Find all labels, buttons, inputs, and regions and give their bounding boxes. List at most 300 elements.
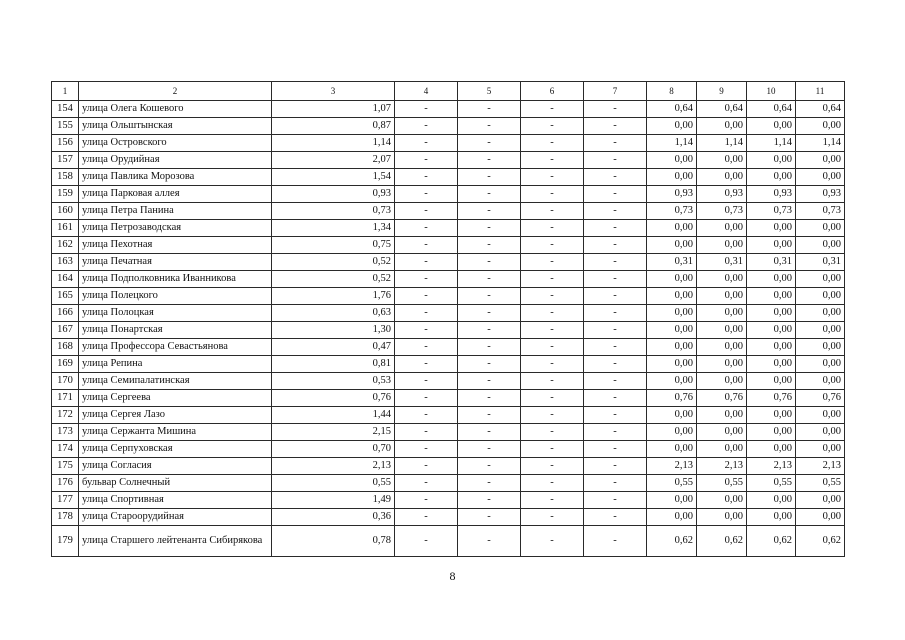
value-cell-col-8: 0,00 [647, 407, 697, 424]
value-cell-col-6: - [521, 509, 584, 526]
value-cell-col-7: - [584, 186, 647, 203]
row-number-cell: 170 [52, 373, 79, 390]
value-cell-col-4: - [395, 407, 458, 424]
header-cell-2: 2 [79, 82, 272, 101]
value-cell-col-4: - [395, 203, 458, 220]
value-cell-col-8: 0,62 [647, 526, 697, 557]
table-row [52, 152, 845, 169]
value-cell-col-3: 2,07 [272, 152, 395, 169]
value-cell-col-7: - [584, 271, 647, 288]
value-cell-col-7: - [584, 339, 647, 356]
table-row [52, 526, 845, 557]
value-cell-col-7: - [584, 526, 647, 557]
street-name-cell: улица Сержанта Мишина [79, 424, 272, 441]
value-cell-col-6: - [521, 288, 584, 305]
row-number-cell: 172 [52, 407, 79, 424]
street-name-cell: улица Староорудийная [79, 509, 272, 526]
value-cell-col-8: 0,00 [647, 152, 697, 169]
value-cell-col-10: 2,13 [747, 458, 796, 475]
street-name-cell: улица Печатная [79, 254, 272, 271]
value-cell-col-3: 1,14 [272, 135, 395, 152]
header-cell-10: 10 [747, 82, 796, 101]
value-cell-col-5: - [458, 441, 521, 458]
table-row [52, 271, 845, 288]
value-cell-col-4: - [395, 492, 458, 509]
value-cell-col-10: 0,00 [747, 237, 796, 254]
value-cell-col-7: - [584, 475, 647, 492]
value-cell-col-9: 0,76 [697, 390, 747, 407]
value-cell-col-9: 0,00 [697, 322, 747, 339]
value-cell-col-10: 0,00 [747, 322, 796, 339]
row-number-cell: 174 [52, 441, 79, 458]
value-cell-col-9: 0,00 [697, 509, 747, 526]
row-number-cell: 169 [52, 356, 79, 373]
value-cell-col-10: 0,00 [747, 271, 796, 288]
value-cell-col-11: 0,00 [796, 407, 845, 424]
value-cell-col-9: 0,73 [697, 203, 747, 220]
table-row [52, 237, 845, 254]
street-name-cell: улица Полоцкая [79, 305, 272, 322]
value-cell-col-8: 0,00 [647, 220, 697, 237]
value-cell-col-8: 0,64 [647, 101, 697, 118]
street-name-cell: улица Согласия [79, 458, 272, 475]
table-row [52, 458, 845, 475]
value-cell-col-5: - [458, 118, 521, 135]
street-name-cell: улица Полецкого [79, 288, 272, 305]
value-cell-col-8: 0,00 [647, 305, 697, 322]
street-name-cell: улица Профессора Севастьянова [79, 339, 272, 356]
value-cell-col-5: - [458, 135, 521, 152]
table-row [52, 424, 845, 441]
value-cell-col-7: - [584, 288, 647, 305]
value-cell-col-10: 0,00 [747, 407, 796, 424]
header-cell-11: 11 [796, 82, 845, 101]
street-name-cell: улица Островского [79, 135, 272, 152]
value-cell-col-4: - [395, 373, 458, 390]
value-cell-col-6: - [521, 356, 584, 373]
value-cell-col-9: 0,00 [697, 356, 747, 373]
street-name-cell: улица Петрозаводская [79, 220, 272, 237]
table-row [52, 407, 845, 424]
value-cell-col-3: 1,54 [272, 169, 395, 186]
value-cell-col-10: 0,00 [747, 169, 796, 186]
street-name-cell: улица Ольштынская [79, 118, 272, 135]
data-table [51, 81, 845, 557]
value-cell-col-6: - [521, 203, 584, 220]
street-name-cell: улица Орудийная [79, 152, 272, 169]
value-cell-col-4: - [395, 458, 458, 475]
table-row [52, 118, 845, 135]
value-cell-col-7: - [584, 135, 647, 152]
value-cell-col-7: - [584, 492, 647, 509]
value-cell-col-10: 1,14 [747, 135, 796, 152]
value-cell-col-6: - [521, 237, 584, 254]
value-cell-col-9: 0,00 [697, 305, 747, 322]
table-row [52, 356, 845, 373]
value-cell-col-5: - [458, 305, 521, 322]
value-cell-col-6: - [521, 441, 584, 458]
value-cell-col-10: 0,64 [747, 101, 796, 118]
value-cell-col-6: - [521, 458, 584, 475]
value-cell-col-6: - [521, 169, 584, 186]
value-cell-col-4: - [395, 509, 458, 526]
value-cell-col-3: 0,93 [272, 186, 395, 203]
value-cell-col-5: - [458, 475, 521, 492]
value-cell-col-9: 0,00 [697, 407, 747, 424]
value-cell-col-9: 0,00 [697, 118, 747, 135]
value-cell-col-10: 0,00 [747, 220, 796, 237]
value-cell-col-11: 0,00 [796, 492, 845, 509]
value-cell-col-3: 1,34 [272, 220, 395, 237]
row-number-cell: 165 [52, 288, 79, 305]
street-name-cell: улица Понартская [79, 322, 272, 339]
table-body [52, 82, 845, 557]
value-cell-col-3: 0,55 [272, 475, 395, 492]
value-cell-col-8: 0,00 [647, 441, 697, 458]
row-number-cell: 164 [52, 271, 79, 288]
value-cell-col-11: 0,00 [796, 288, 845, 305]
value-cell-col-8: 0,73 [647, 203, 697, 220]
value-cell-col-9: 0,00 [697, 339, 747, 356]
value-cell-col-11: 0,00 [796, 305, 845, 322]
row-number-cell: 167 [52, 322, 79, 339]
street-name-cell: улица Старшего лейтенанта Сибирякова [79, 526, 272, 557]
value-cell-col-7: - [584, 509, 647, 526]
value-cell-col-10: 0,00 [747, 373, 796, 390]
value-cell-col-7: - [584, 305, 647, 322]
value-cell-col-10: 0,00 [747, 305, 796, 322]
value-cell-col-3: 0,81 [272, 356, 395, 373]
value-cell-col-10: 0,73 [747, 203, 796, 220]
value-cell-col-11: 0,00 [796, 271, 845, 288]
value-cell-col-8: 0,00 [647, 322, 697, 339]
row-number-cell: 158 [52, 169, 79, 186]
row-number-cell: 157 [52, 152, 79, 169]
value-cell-col-5: - [458, 186, 521, 203]
street-name-cell: улица Сергея Лазо [79, 407, 272, 424]
value-cell-col-7: - [584, 169, 647, 186]
value-cell-col-9: 0,93 [697, 186, 747, 203]
row-number-cell: 154 [52, 101, 79, 118]
row-number-cell: 166 [52, 305, 79, 322]
value-cell-col-8: 0,00 [647, 339, 697, 356]
value-cell-col-4: - [395, 526, 458, 557]
value-cell-col-8: 0,00 [647, 509, 697, 526]
value-cell-col-6: - [521, 424, 584, 441]
value-cell-col-4: - [395, 118, 458, 135]
value-cell-col-7: - [584, 152, 647, 169]
value-cell-col-10: 0,31 [747, 254, 796, 271]
value-cell-col-11: 0,31 [796, 254, 845, 271]
value-cell-col-6: - [521, 526, 584, 557]
value-cell-col-11: 0,00 [796, 220, 845, 237]
value-cell-col-6: - [521, 220, 584, 237]
value-cell-col-6: - [521, 475, 584, 492]
value-cell-col-5: - [458, 458, 521, 475]
table-row [52, 339, 845, 356]
row-number-cell: 175 [52, 458, 79, 475]
value-cell-col-9: 0,00 [697, 424, 747, 441]
value-cell-col-4: - [395, 169, 458, 186]
table-row [52, 441, 845, 458]
value-cell-col-6: - [521, 322, 584, 339]
value-cell-col-3: 0,52 [272, 254, 395, 271]
value-cell-col-3: 0,87 [272, 118, 395, 135]
value-cell-col-3: 0,73 [272, 203, 395, 220]
value-cell-col-7: - [584, 254, 647, 271]
value-cell-col-7: - [584, 373, 647, 390]
value-cell-col-11: 0,93 [796, 186, 845, 203]
value-cell-col-9: 0,00 [697, 373, 747, 390]
value-cell-col-11: 0,00 [796, 118, 845, 135]
row-number-cell: 156 [52, 135, 79, 152]
value-cell-col-7: - [584, 101, 647, 118]
value-cell-col-4: - [395, 305, 458, 322]
table-row [52, 186, 845, 203]
value-cell-col-4: - [395, 441, 458, 458]
row-number-cell: 155 [52, 118, 79, 135]
value-cell-col-4: - [395, 186, 458, 203]
value-cell-col-8: 0,00 [647, 492, 697, 509]
value-cell-col-10: 0,00 [747, 339, 796, 356]
row-number-cell: 173 [52, 424, 79, 441]
value-cell-col-9: 0,31 [697, 254, 747, 271]
value-cell-col-3: 1,30 [272, 322, 395, 339]
row-number-cell: 161 [52, 220, 79, 237]
value-cell-col-10: 0,55 [747, 475, 796, 492]
value-cell-col-5: - [458, 254, 521, 271]
row-number-cell: 162 [52, 237, 79, 254]
table-row [52, 492, 845, 509]
value-cell-col-11: 2,13 [796, 458, 845, 475]
value-cell-col-9: 0,00 [697, 288, 747, 305]
value-cell-col-4: - [395, 254, 458, 271]
table-row [52, 322, 845, 339]
value-cell-col-6: - [521, 492, 584, 509]
header-row [52, 82, 845, 101]
value-cell-col-9: 0,55 [697, 475, 747, 492]
value-cell-col-5: - [458, 390, 521, 407]
value-cell-col-10: 0,00 [747, 152, 796, 169]
value-cell-col-8: 0,00 [647, 118, 697, 135]
value-cell-col-5: - [458, 169, 521, 186]
table-row [52, 203, 845, 220]
value-cell-col-8: 0,00 [647, 288, 697, 305]
value-cell-col-5: - [458, 237, 521, 254]
value-cell-col-5: - [458, 220, 521, 237]
value-cell-col-6: - [521, 152, 584, 169]
header-cell-6: 6 [521, 82, 584, 101]
value-cell-col-10: 0,62 [747, 526, 796, 557]
value-cell-col-10: 0,00 [747, 492, 796, 509]
value-cell-col-8: 0,76 [647, 390, 697, 407]
street-name-cell: улица Олега Кошевого [79, 101, 272, 118]
table-row [52, 475, 845, 492]
value-cell-col-9: 0,00 [697, 492, 747, 509]
table-row [52, 390, 845, 407]
value-cell-col-5: - [458, 373, 521, 390]
value-cell-col-3: 0,70 [272, 441, 395, 458]
value-cell-col-7: - [584, 203, 647, 220]
value-cell-col-4: - [395, 424, 458, 441]
value-cell-col-5: - [458, 492, 521, 509]
value-cell-col-8: 0,00 [647, 237, 697, 254]
value-cell-col-11: 0,00 [796, 356, 845, 373]
value-cell-col-6: - [521, 305, 584, 322]
header-cell-9: 9 [697, 82, 747, 101]
value-cell-col-11: 0,00 [796, 152, 845, 169]
value-cell-col-4: - [395, 135, 458, 152]
value-cell-col-5: - [458, 322, 521, 339]
value-cell-col-7: - [584, 441, 647, 458]
value-cell-col-3: 0,76 [272, 390, 395, 407]
value-cell-col-5: - [458, 152, 521, 169]
value-cell-col-5: - [458, 203, 521, 220]
value-cell-col-5: - [458, 526, 521, 557]
street-name-cell: улица Спортивная [79, 492, 272, 509]
value-cell-col-11: 0,76 [796, 390, 845, 407]
value-cell-col-4: - [395, 339, 458, 356]
value-cell-col-3: 1,49 [272, 492, 395, 509]
value-cell-col-9: 0,00 [697, 169, 747, 186]
value-cell-col-10: 0,00 [747, 509, 796, 526]
row-number-cell: 160 [52, 203, 79, 220]
value-cell-col-4: - [395, 288, 458, 305]
value-cell-col-6: - [521, 254, 584, 271]
value-cell-col-11: 0,00 [796, 339, 845, 356]
value-cell-col-11: 0,62 [796, 526, 845, 557]
row-number-cell: 171 [52, 390, 79, 407]
value-cell-col-4: - [395, 356, 458, 373]
value-cell-col-11: 1,14 [796, 135, 845, 152]
value-cell-col-4: - [395, 271, 458, 288]
value-cell-col-3: 2,15 [272, 424, 395, 441]
table-row [52, 288, 845, 305]
value-cell-col-8: 0,00 [647, 271, 697, 288]
value-cell-col-5: - [458, 101, 521, 118]
row-number-cell: 179 [52, 526, 79, 557]
value-cell-col-9: 2,13 [697, 458, 747, 475]
value-cell-col-3: 0,47 [272, 339, 395, 356]
value-cell-col-10: 0,76 [747, 390, 796, 407]
value-cell-col-4: - [395, 237, 458, 254]
value-cell-col-8: 1,14 [647, 135, 697, 152]
table-row [52, 169, 845, 186]
value-cell-col-9: 0,64 [697, 101, 747, 118]
value-cell-col-3: 1,07 [272, 101, 395, 118]
value-cell-col-7: - [584, 390, 647, 407]
value-cell-col-8: 2,13 [647, 458, 697, 475]
table-row [52, 101, 845, 118]
street-name-cell: улица Подполковника Иванникова [79, 271, 272, 288]
value-cell-col-5: - [458, 407, 521, 424]
value-cell-col-6: - [521, 373, 584, 390]
value-cell-col-11: 0,73 [796, 203, 845, 220]
row-number-cell: 159 [52, 186, 79, 203]
value-cell-col-8: 0,93 [647, 186, 697, 203]
value-cell-col-10: 0,00 [747, 441, 796, 458]
street-name-cell: улица Павлика Морозова [79, 169, 272, 186]
value-cell-col-4: - [395, 220, 458, 237]
value-cell-col-5: - [458, 509, 521, 526]
value-cell-col-3: 0,78 [272, 526, 395, 557]
street-name-cell: улица Пехотная [79, 237, 272, 254]
value-cell-col-5: - [458, 424, 521, 441]
street-name-cell: улица Серпуховская [79, 441, 272, 458]
table-row [52, 305, 845, 322]
value-cell-col-6: - [521, 101, 584, 118]
value-cell-col-7: - [584, 424, 647, 441]
value-cell-col-3: 0,36 [272, 509, 395, 526]
value-cell-col-6: - [521, 407, 584, 424]
value-cell-col-10: 0,00 [747, 356, 796, 373]
header-cell-7: 7 [584, 82, 647, 101]
value-cell-col-10: 0,93 [747, 186, 796, 203]
value-cell-col-3: 0,52 [272, 271, 395, 288]
value-cell-col-11: 0,00 [796, 441, 845, 458]
value-cell-col-9: 1,14 [697, 135, 747, 152]
value-cell-col-4: - [395, 390, 458, 407]
value-cell-col-9: 0,00 [697, 152, 747, 169]
value-cell-col-10: 0,00 [747, 118, 796, 135]
value-cell-col-5: - [458, 271, 521, 288]
value-cell-col-8: 0,31 [647, 254, 697, 271]
value-cell-col-3: 0,75 [272, 237, 395, 254]
row-number-cell: 163 [52, 254, 79, 271]
header-cell-8: 8 [647, 82, 697, 101]
value-cell-col-8: 0,00 [647, 373, 697, 390]
value-cell-col-8: 0,55 [647, 475, 697, 492]
value-cell-col-7: - [584, 322, 647, 339]
value-cell-col-3: 1,44 [272, 407, 395, 424]
table-row [52, 135, 845, 152]
value-cell-col-11: 0,64 [796, 101, 845, 118]
value-cell-col-9: 0,00 [697, 441, 747, 458]
header-cell-5: 5 [458, 82, 521, 101]
page-number: 8 [449, 569, 456, 583]
value-cell-col-11: 0,00 [796, 424, 845, 441]
value-cell-col-11: 0,00 [796, 169, 845, 186]
value-cell-col-11: 0,00 [796, 322, 845, 339]
value-cell-col-5: - [458, 288, 521, 305]
header-cell-1: 1 [52, 82, 79, 101]
value-cell-col-6: - [521, 186, 584, 203]
value-cell-col-9: 0,00 [697, 220, 747, 237]
value-cell-col-3: 2,13 [272, 458, 395, 475]
value-cell-col-8: 0,00 [647, 169, 697, 186]
value-cell-col-4: - [395, 101, 458, 118]
value-cell-col-6: - [521, 135, 584, 152]
value-cell-col-7: - [584, 118, 647, 135]
header-cell-3: 3 [272, 82, 395, 101]
value-cell-col-7: - [584, 407, 647, 424]
value-cell-col-3: 0,53 [272, 373, 395, 390]
value-cell-col-11: 0,00 [796, 509, 845, 526]
street-name-cell: улица Парковая аллея [79, 186, 272, 203]
row-number-cell: 168 [52, 339, 79, 356]
value-cell-col-10: 0,00 [747, 288, 796, 305]
value-cell-col-11: 0,00 [796, 237, 845, 254]
value-cell-col-11: 0,00 [796, 373, 845, 390]
street-name-cell: улица Семипалатинская [79, 373, 272, 390]
value-cell-col-7: - [584, 237, 647, 254]
value-cell-col-4: - [395, 475, 458, 492]
table-row [52, 373, 845, 390]
value-cell-col-6: - [521, 118, 584, 135]
value-cell-col-4: - [395, 152, 458, 169]
row-number-cell: 178 [52, 509, 79, 526]
row-number-cell: 176 [52, 475, 79, 492]
